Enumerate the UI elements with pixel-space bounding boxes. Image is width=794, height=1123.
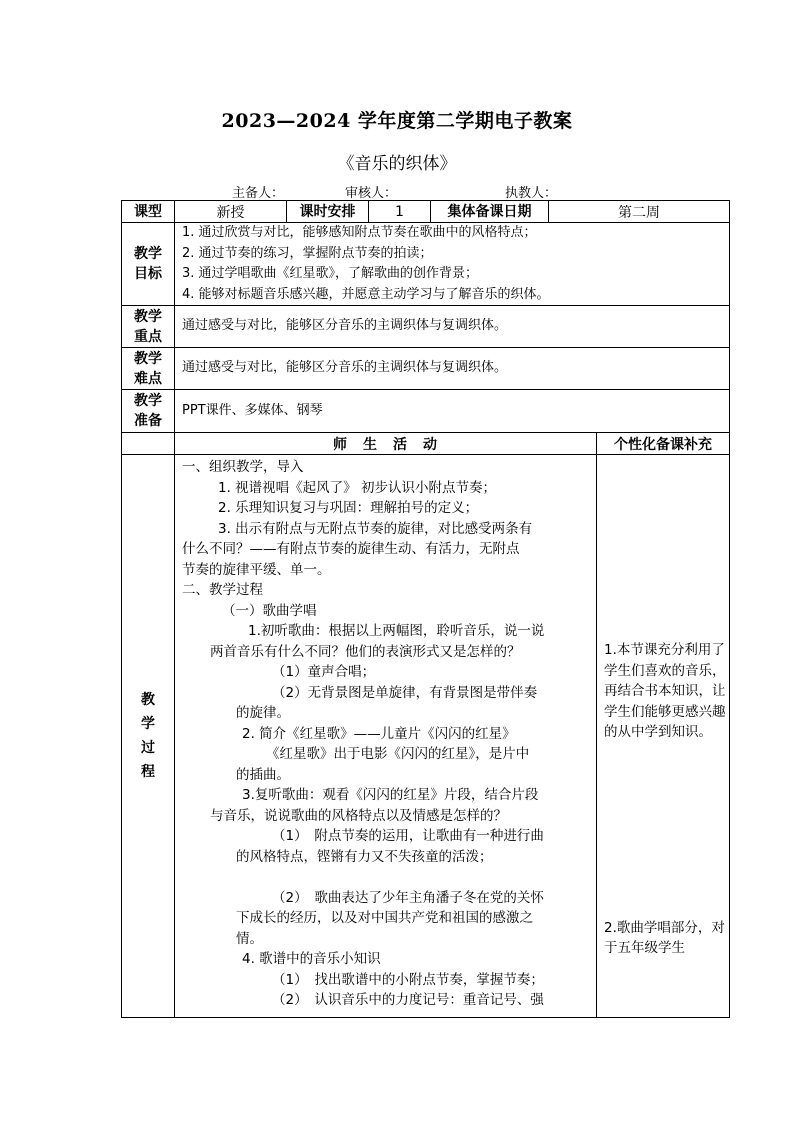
course-type-label: 课型: [122, 201, 175, 223]
goals-row: [122, 223, 730, 306]
goals-label: 教学 目标: [122, 223, 175, 306]
process-line: 《红星歌》出于电影《闪闪的红星》，是片中: [266, 746, 530, 762]
empty-header-cell: [122, 433, 175, 455]
class-hours-value: 1: [369, 201, 431, 223]
process-line: （2）无背景图是单旋律，有背景图是带伴奏: [272, 684, 538, 701]
lesson-subtitle: 《音乐的织体》: [337, 154, 457, 174]
preparation-text: PPT课件、多媒体、钢琴: [175, 390, 730, 433]
class-hours-label: 课时安排: [287, 201, 369, 223]
process-label: 教 学 过 程: [122, 455, 175, 1018]
process-line: 两首音乐有什么不同？他们的表演形式又是怎样的？: [210, 643, 521, 660]
supplement-notes: [597, 455, 730, 1018]
process-line: 2. 简介《红星歌》——儿童片《闪闪的红星》: [242, 725, 516, 742]
reviewer-label: 审核人：: [345, 186, 398, 201]
process-line: 下成长的经历，以及对中国共产党和祖国的感激之: [236, 910, 533, 926]
instructor-label: 执教人：: [505, 186, 558, 201]
process-line: 情。: [236, 930, 263, 947]
process-line: 与音乐，说说歌曲的风格特点以及情感是怎样的？: [210, 807, 507, 824]
preparation-row: [122, 390, 730, 433]
process-row: [122, 455, 730, 1018]
goal-item: 4. 能够对标题音乐感兴趣，并愿意主动学习与了解音乐的织体。: [182, 286, 550, 302]
lead-teacher-label: 主备人：: [232, 186, 285, 201]
process-line: 的旋律。: [236, 705, 290, 721]
course-info-row: [122, 201, 730, 223]
prep-date-value: 第二周: [549, 201, 730, 223]
difficulties-text: 通过感受与对比，能够区分音乐的主调织体与复调织体。: [175, 348, 730, 390]
process-line: 什么不同？——有附点节奏的旋律生动、有活力，无附点: [182, 541, 520, 557]
process-line: 1.初听歌曲：根据以上两幅图，聆听音乐，说一说: [248, 623, 545, 639]
key-points-text: 通过感受与对比，能够区分音乐的主调织体与复调织体。: [175, 306, 730, 348]
activity-header-row: [122, 433, 730, 455]
activities-header: 师 生 活 动: [175, 433, 597, 455]
process-line: 2. 乐理知识复习与巩固：理解拍号的定义；: [218, 500, 479, 516]
process-line: （1） 找出歌谱中的小附点节奏，掌握节奏；: [272, 971, 544, 988]
supplement-note-2: 2.歌曲学唱部分，对于五年级学生: [604, 919, 725, 956]
process-line: （2） 认识音乐中的力度记号：重音记号、强: [272, 992, 544, 1008]
process-line: （2） 歌曲表达了少年主角潘子冬在党的关怀: [272, 889, 544, 906]
process-line: 节奏的旋律平缓、单一。: [182, 561, 331, 578]
course-type-value: 新授: [175, 201, 287, 223]
key-points-row: [122, 306, 730, 348]
process-line: 的风格特点，铿锵有力又不失孩童的活泼；: [236, 848, 493, 865]
lesson-plan-table: [121, 200, 730, 1018]
preparation-label: 教学 准备: [122, 390, 175, 433]
section-heading: 一、组织教学，导入: [182, 459, 304, 475]
key-points-label: 教学 重点: [122, 306, 175, 348]
section-heading: 二、教学过程: [182, 582, 263, 598]
supplement-header: 个性化备课补充: [597, 433, 730, 455]
subsection-heading: （一）歌曲学唱: [222, 602, 317, 619]
process-line: 的插曲。: [236, 766, 290, 783]
process-line: 3.复听歌曲：观看《闪闪的红星》片段，结合片段: [242, 787, 539, 803]
prep-date-label: 集体备课日期: [431, 201, 549, 223]
goal-item: 1. 通过欣赏与对比，能够感知附点节奏在歌曲中的风格特点；: [182, 225, 537, 240]
supplement-note-1: 1.本节课充分利用了学生们喜欢的音乐，再结合书本知识，让学生们能够更感兴趣的从中学到知识。: [604, 642, 726, 740]
difficulties-row: [122, 348, 730, 390]
blank-line: [182, 867, 590, 888]
difficulties-label: 教学 难点: [122, 348, 175, 390]
process-line: 1. 视谱视唱《起风了》 初步认识小附点节奏；: [218, 479, 496, 496]
process-line: 4. 歌谱中的音乐小知识: [242, 951, 381, 967]
goal-item: 2. 通过节奏的练习，掌握附点节奏的拍读；: [182, 245, 433, 261]
process-content: [175, 455, 597, 1018]
process-line: （1） 附点节奏的运用，让歌曲有一种进行曲: [272, 828, 544, 844]
goals-list: [175, 223, 730, 306]
process-line: （1）童声合唱；: [272, 664, 376, 680]
document-title: 2023—2024 学年度第二学期电子教案: [221, 110, 573, 132]
process-line: 3. 出示有附点与无附点节奏的旋律，对比感受两条有: [218, 520, 533, 537]
goal-item: 3. 通过学唱歌曲《红星歌》，了解歌曲的创作背景；: [182, 266, 479, 281]
